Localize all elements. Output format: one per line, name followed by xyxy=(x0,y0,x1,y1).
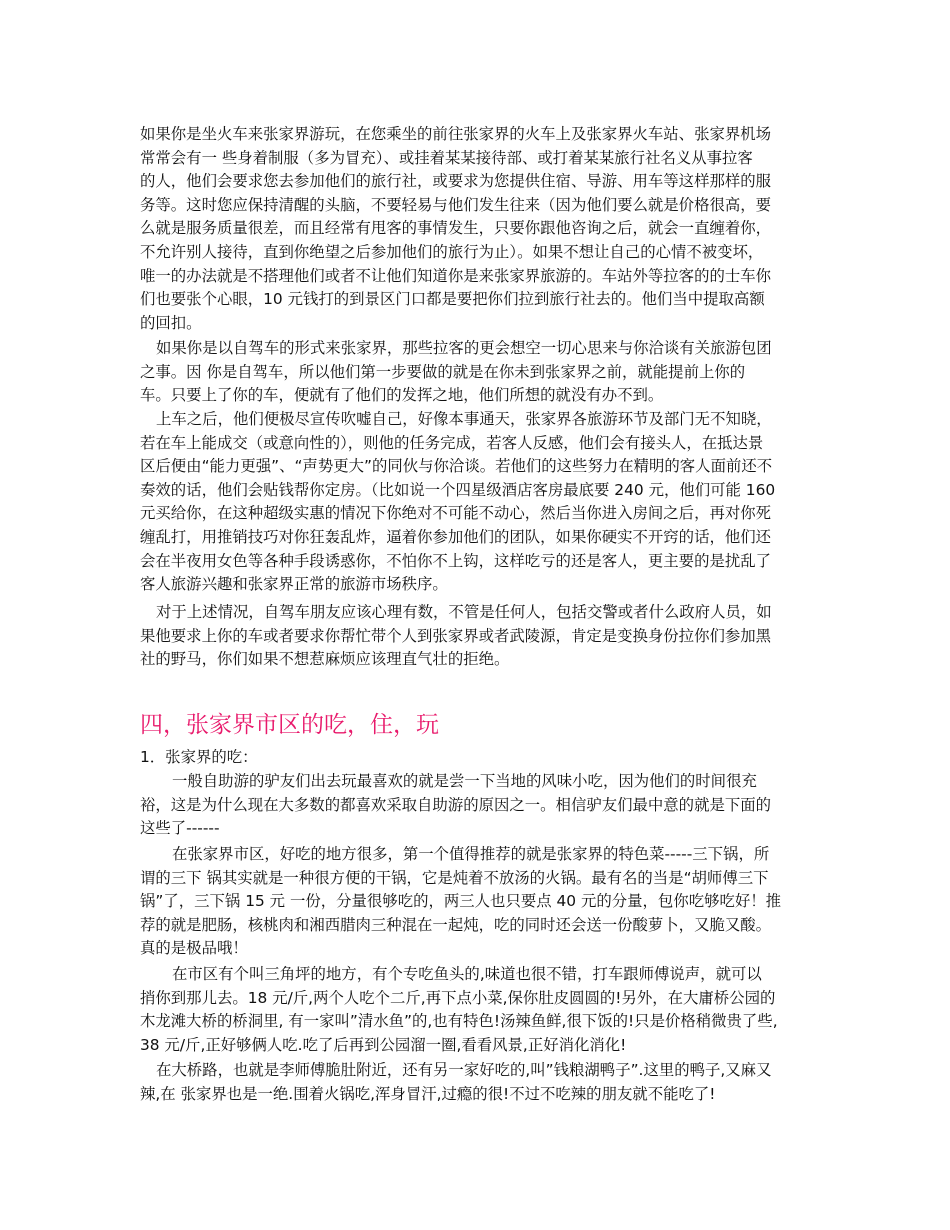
text-line: 裕，这是为什么现在大多数的都喜欢采取自助游的原因之一。相信驴友们最中意的就是下面的 xyxy=(140,795,772,814)
text-line: 会在半夜用女色等各种手段诱惑你，不怕你不上钩，这样吃亏的还是客人，更主要的是扰乱了 xyxy=(140,551,772,570)
text-line: 在市区有个叫三角坪的地方，有个专吃鱼头的,味道也很不错，打车跟师傅说声，就可以 xyxy=(172,965,762,983)
paragraph-duck xyxy=(140,1059,812,1106)
text-line: 么就是服务质量很差，而且经常有甩客的事情发生，只要你跟他咨询之后，就会一直缠着你， xyxy=(140,219,772,238)
text-line: 如果你是坐火车来张家界游玩，在您乘坐的前往张家界的火车上及张家界火车站、张家界机场 xyxy=(140,125,772,143)
text-line: 的回扣。 xyxy=(140,313,202,332)
text-line: 一般自助游的驴友们出去玩最喜欢的就是尝一下当地的风味小吃，因为他们的时间很充 xyxy=(172,772,757,790)
text-line: 38 元/斤,正好够俩人吃.吃了后再到公园溜一圈,看看风景,正好消化消化! xyxy=(140,1035,627,1054)
text-line: 锅”了，三下锅 15 元 一份，分量很够吃的，两三人也只要点 40 元的分量，包你吃够吃好！推 xyxy=(140,892,782,911)
text-line: 如果你是以自驾车的形式来张家界，那些拉客的更会想空一切心思来与你洽谈有关旅游包团 xyxy=(156,339,772,357)
text-line: 木龙滩大桥的桥洞里, 有一家叫”清水鱼”的,也有特色!汤辣鱼鲜,很下饭的!只是价格稍微贵了些, xyxy=(140,1012,778,1031)
text-line: 荐的就是肥肠，核桃肉和湘西腊肉三种混在一起炖，吃的同时还会送一份酸萝卜，又脆又酸。 xyxy=(140,915,772,934)
text-line: 客人旅游兴趣和张家界正常的旅游市场秩序。 xyxy=(140,575,448,594)
text-line: 务等。这时您应保持清醒的头脑，不要轻易与他们发生往来（因为他们要么就是价格很高，要 xyxy=(140,195,772,214)
text-line: 辣,在 张家界也是一绝.围着火锅吃,浑身冒汗,过瘾的很!不过不吃辣的朋友就不能吃了! xyxy=(140,1084,716,1103)
paragraph-self-drive xyxy=(140,337,812,408)
text-line: 之事。因 你是自驾车，所以他们第一步要做的就是在你未到张家界之前，就能提前上你的 xyxy=(140,362,746,381)
text-line: 谓的三下 锅其实就是一种很方便的干锅，它是炖着不放汤的火锅。最有名的当是“胡师傅三下 xyxy=(140,868,769,887)
text-line: 对于上述情况，自驾车朋友应该心理有数，不管是任何人，包括交警或者什么政府人员，如 xyxy=(156,603,772,621)
text-line: 缠乱打，用推销技巧对你狂轰乱炸，逼着你参加他们的团队，如果你硬实不开窍的话，他们还 xyxy=(140,527,772,546)
subheading: 1．张家界的吃： xyxy=(140,748,258,766)
paragraph-fish-head xyxy=(140,963,812,1057)
text-line: 这些了------ xyxy=(140,819,220,838)
text-line: 们也要张个心眼，10 元钱打的到景区门口都是要把你们拉到旅行社去的。他们当中提取高额 xyxy=(140,290,765,309)
text-line: 不允许别人接待，直到你绝望之后参加他们的旅行为止）。如果不想让自己的心情不被变坏， xyxy=(140,242,764,261)
text-line: 元买给你，在这种超级实惠的情况下你绝对不可能不动心，然后当你进入房间之后，再对你死 xyxy=(140,504,772,523)
text-line: 社的野马，你们如果不想惹麻烦应该理直气壮的拒绝。 xyxy=(140,650,510,669)
paragraph-local-snacks xyxy=(140,770,812,841)
text-line: 在大桥路，也就是李师傅脆肚附近，还有另一家好吃的,叫”钱粮湖鸭子”.这里的鸭子,又麻又 xyxy=(156,1061,772,1079)
text-line: 捎你到那儿去。18 元/斤,两个人吃个二斤,再下点小菜,保你肚皮圆圆的!另外，在大庸桥公园的 xyxy=(140,988,776,1007)
paragraph-sanxiaguo xyxy=(140,843,812,961)
text-line: 上车之后，他们便极尽宣传吹嘘自己，好像本事通天，张家界各旅游环节及部门无不知晓， xyxy=(156,410,772,428)
paragraph-advice xyxy=(140,601,812,672)
text-line: 奏效的话，他们会贴钱帮你定房。（比如说一个四星级酒店客房最底要 240 元，他们可能 160 xyxy=(140,480,776,499)
text-line: 的人，他们会要求您去参加他们的旅行社，或要求为您提供住宿、导游、用车等这样那样的服 xyxy=(140,172,772,191)
section-heading: 四，张家界市区的吃，住，玩 xyxy=(140,712,439,738)
text-line: 在张家界市区，好吃的地方很多，第一个值得推荐的就是张家界的特色菜-----三下锅，所 xyxy=(172,845,770,863)
text-line: 果他要求上你的车或者要求你帮忙带个人到张家界或者武陵源，肯定是变换身份拉你们参加黑 xyxy=(140,626,772,645)
text-line: 区后便由“能力更强”、“声势更大”的同伙与你洽谈。若他们的这些努力在精明的客人面前还不 xyxy=(140,457,773,476)
text-line: 车。只要上了你的车，便就有了他们的发挥之地，他们所想的就没有办不到。 xyxy=(140,386,664,405)
paragraph-after-boarding xyxy=(140,408,812,597)
text-line: 唯一的办法就是不搭理他们或者不让他们知道你是来张家界旅游的。车站外等拉客的的士车你 xyxy=(140,266,772,285)
text-line: 真的是极品哦！ xyxy=(140,939,248,958)
text-line: 若在车上能成交（或意向性的），则他的任务完成，若客人反感，他们会有接头人，在抵达景 xyxy=(140,433,764,452)
paragraph-train-touts xyxy=(140,123,812,335)
text-line: 常常会有一 些身着制服（多为冒充）、或挂着某某接待部、或打着某某旅行社名义从事拉客 xyxy=(140,148,753,167)
